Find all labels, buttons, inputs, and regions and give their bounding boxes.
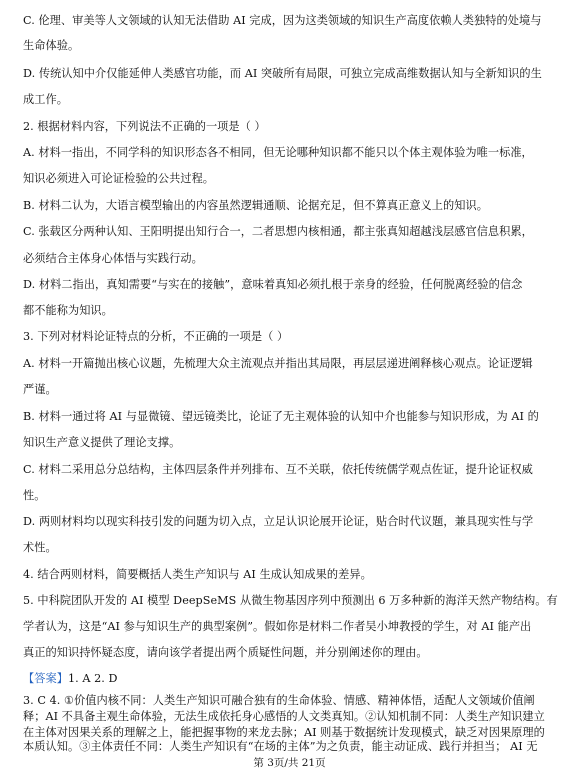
question-3-stem: 3. 下列对材料论证特点的分析，不正确的一项是（ ） <box>23 330 289 343</box>
text-line: 知识必须进入可论证检验的公共过程。 <box>23 172 215 185</box>
text-line: 都不能称为知识。 <box>23 304 113 317</box>
text-line: 术性。 <box>23 541 57 554</box>
answer-values: 1. A 2. D <box>67 672 118 685</box>
text-line: A. 材料一指出，不同学科的知识形态各不相同，但无论哪种知识都不能只以个体主观体验为唯一标准， <box>23 146 533 159</box>
text-line: B. 材料二认为，大语言模型输出的内容虽然逻辑通顺、论据充足，但不算真正意义上的知识。 <box>23 199 488 212</box>
text-line: D. 两则材料均以现实科技引发的问题为切入点，立足认识论展开论证，贴合时代议题，兼具现实性与学 <box>23 515 534 528</box>
text-line: A. 材料一开篇抛出核心议题，先梳理大众主流观点并指出其局限，再层层递进阐释核心观点。论证逻辑 <box>23 357 533 370</box>
text-line: 严谨。 <box>23 383 57 396</box>
text-line: C. 伦理、审美等人文领域的认知无法借助 AI 完成，因为这类领域的知识生产高度依赖人类独特的处境与 <box>23 14 542 27</box>
text-line: D. 传统认知中介仅能延伸人类感官功能，而 AI 突破所有局限，可独立完成高维数据认知与全新知识的生 <box>23 67 542 80</box>
text-line: 生命体验。 <box>23 39 80 52</box>
question-2-stem: 2. 根据材料内容，下列说法不正确的一项是（ ） <box>23 120 266 133</box>
question-5-stem: 5. 中科院团队开发的 AI 模型 DeepSeMS 从微生物基因序列中预测出 6 万多种新的海洋天然产物结构。有 <box>23 594 558 607</box>
text-line: 性。 <box>23 489 46 502</box>
answer-tag: 【答案】 <box>23 672 68 685</box>
text-line: D. 材料二指出，真知需要“与实在的接触”，意味着真知必须扎根于亲身的经验，任何脱离经验的信念 <box>23 278 523 291</box>
text-line: 成工作。 <box>23 93 68 106</box>
answer-text-line: 在主体对因果关系的理解之上，能把握事物的来龙去脉；AI 则基于数据统计发现模式，缺乏对因果原理的 <box>23 726 545 739</box>
answer-text-line: 3. C 4. ①价值内核不同：人类生产知识可融合独有的生命体验、情感、精神体悟，适配人文领域价值阐 <box>23 694 535 707</box>
answer-line <box>23 672 117 686</box>
text-line: 必须结合主体身心体悟与实践行动。 <box>23 252 203 265</box>
text-line: B. 材料一通过将 AI 与显微镜、望远镜类比，论证了无主观体验的认知中介也能参与知识形成，为 AI 的 <box>23 410 539 423</box>
text-line: 真正的知识持怀疑态度，请向该学者提出两个质疑性问题，并分别阐述你的理由。 <box>23 646 428 659</box>
page-footer: 第 3页/共 21页 <box>253 757 326 769</box>
question-4-stem: 4. 结合两则材料，简要概括人类生产知识与 AI 生成认知成果的差异。 <box>23 568 372 581</box>
answer-text-line: 释；AI 不具备主观生命体验，无法生成依托身心感悟的人文类真知。②认知机制不同：人类生产知识建立 <box>23 710 545 723</box>
answer-text-line: 本质认知。③主体责任不同：人类生产知识有“在场的主体”为之负责，能主动证成、践行并担当； AI 无 <box>23 740 538 753</box>
text-line: C. 材料二采用总分总结构，主体四层条件并列排布、互不关联，依托传统儒学观点佐证，提升论证权威 <box>23 463 533 476</box>
text-line: C. 张载区分两种认知、王阳明提出知行合一，二者思想内核相通，都主张真知超越浅层感官信息积累， <box>23 225 533 238</box>
text-line: 学者认为，这是“AI 参与知识生产的典型案例”。假如你是材料二作者吴小坤教授的学生，对 AI 能产出 <box>23 620 532 633</box>
text-line: 知识生产意义提供了理论支撑。 <box>23 436 181 449</box>
